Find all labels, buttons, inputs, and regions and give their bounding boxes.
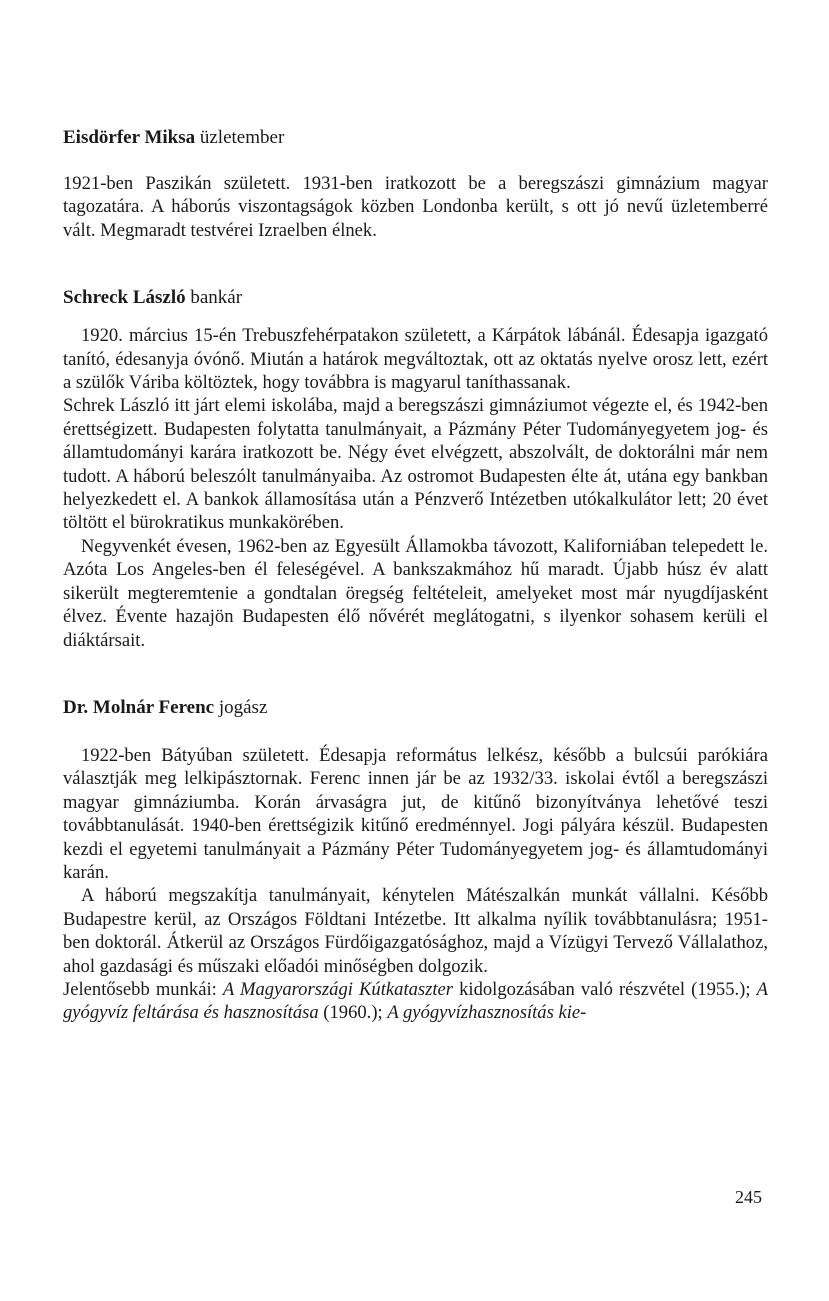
paragraph: 1922-ben Bátyúban született. Édesapja református lelkész, később a bulcsúi parókiára választják meg lelkipásztornak. Ferenc innen jár be az 1932/33. iskolai évtől a beregszászi magyar gimnáziumba. Korán árvaságra jut, de kitűnő bizonyítványa lehetővé teszi továbbtanulását. 1940-ben érettségizik kitűnő eredménnyel. Jogi pályára készül. Budapesten kezdi el egyetemi tanulmányait a Pázmány Péter Tudományegyetem jog- és államtudományi karán. [63, 744, 768, 883]
paragraph: Negyvenkét évesen, 1962-ben az Egyesült Államokba távozott, Kaliforniában telepedett le. Azóta Los Angeles-ben él feleségével. A bankszakmához hű maradt. Újabb húsz év alatt sikerült megteremtenie a gondtalan öregség feltételeit, amelyeket most már nyugdíjasként élvez. Évente hazajön Budapesten élő nővérét meglátogatni, s ilyenkor sohasem kerüli el diáktársait. [63, 535, 768, 651]
paragraph: 1921-ben Paszikán született. 1931-ben iratkozott be a beregszászi gimnázium magyar tagozatára. A háborús viszontagságok közben Londonba került, s ott jó nevű üzletemberré vált. Megmaradt testvérei Izraelben élnek. [63, 173, 768, 241]
works-text: kidolgozásában való részvétel (1955.); [453, 978, 757, 1000]
work-title: A gyógyvízhasznosítás kie- [387, 1002, 587, 1024]
paragraph: 1920. március 15-én Trebuszfehérpatakon született, a Kárpátok lábánál. Édesapja igazgató tanító, édesanyja óvónő. Miután a határok megváltoztak, ott az oktatás nyelve orosz lett, ezért a szülők Váriba költöztek, hogy továbbra is magyarul taníthassanak. [63, 325, 768, 394]
paragraph: A háború megszakítja tanulmányait, kénytelen Mátészalkán munkát vállalni. Később Budapestre kerül, az Országos Földtani Intézetbe. Itt alkalma nyílik továbbtanulásra; 1951-ben doktorál. Átkerül az Országos Fürdőigazgatósághoz, majd a Vízügyi Tervező Vállalathoz, ahol gazdasági és műszaki előadói minőségben dolgozik. [63, 885, 768, 977]
document-page [63, 126, 768, 1025]
works-paragraph [63, 978, 768, 1025]
works-text: (1960.); [318, 1002, 388, 1024]
section-heading [63, 126, 768, 150]
work-title: A Magyarországi Kútkataszter [222, 978, 454, 1000]
person-role: üzletember [195, 127, 285, 148]
person-role: bankár [185, 287, 243, 309]
person-name: Schreck László [63, 287, 186, 309]
work-title: A gyógyvíz feltárása és hasznosítása [63, 978, 768, 1024]
biography-molnar [63, 696, 768, 1025]
biography-schreck [63, 286, 768, 652]
paragraph: Schrek László itt járt elemi iskolába, majd a beregszászi gimnáziumot végezte el, és 1942-ben érettségizett. Budapesten folytatta tanulmányait, a Pázmány Péter Tudományegyetem jog- és államtudományi karára iratkozott be. Négy évet elvégzett, abszolvált, de doktorálni már nem tudott. A háború beleszólt tanulmányaiba. Az ostromot Budapesten élte át, utána egy bankban helyezkedett el. A bankok államosítása után a Pénzverő Intézetben utókalkulátor lett; 20 évet töltött el bürokratikus munkakörében. [63, 395, 768, 534]
page-number: 245 [735, 1187, 762, 1207]
person-name: Dr. Molnár Ferenc [63, 696, 215, 718]
person-role: jogász [214, 696, 268, 718]
section-heading [63, 286, 768, 310]
works-intro: Jelentősebb munkái: [63, 978, 223, 1000]
section-heading [63, 696, 768, 720]
biography-eisdorfer [63, 126, 768, 242]
person-name: Eisdörfer Miksa [63, 127, 196, 148]
